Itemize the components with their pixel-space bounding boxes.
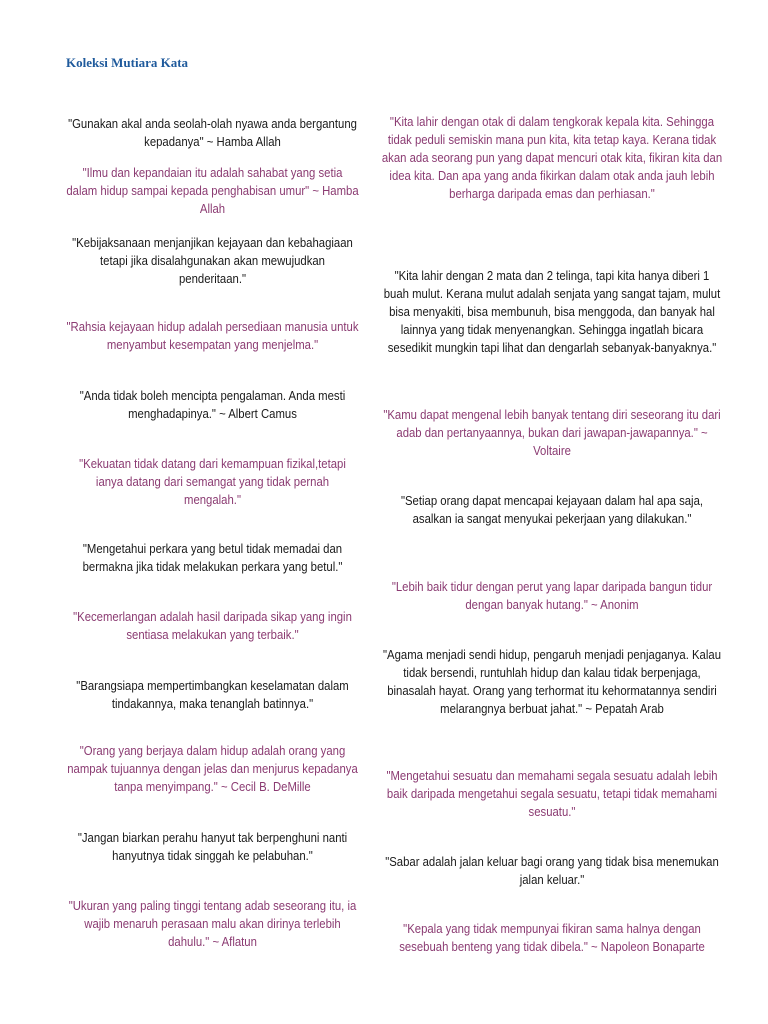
- quote-right-9: "Kepala yang tidak mempunyai fikiran sama halnya dengan sesebuah benteng yang tidak dibela." ~ Napoleon Bonaparte: [399, 922, 705, 954]
- page-title: Koleksi Mutiara Kata: [66, 55, 189, 70]
- quote-left-12: "Ukuran yang paling tinggi tentang adab seseorang itu, ia wajib menaruh perasaan malu akan dirinya terlebih dahulu." ~ Aflatun: [68, 899, 357, 949]
- quote-left-3: "Kebijaksanaan menjanjikan kejayaan dan kebahagiaan tetapi jika disalahgunakan akan mewujudkan penderitaan.": [72, 236, 353, 286]
- quote-left-4: "Rahsia kejayaan hidup adalah persediaan manusia untuk menyambut kesempatan yang menjelma.": [66, 320, 359, 352]
- quote-right-3: "Kamu dapat mengenal lebih banyak tentang diri seseorang itu dari adab dan pertanyaannya, bukan dari jawapan-jawapannya." ~ Voltaire: [383, 408, 721, 458]
- quote-left-2: "Ilmu dan kepandaian itu adalah sahabat yang setia dalam hidup sampai kepada penghabisan umur" ~ Hamba Allah: [66, 166, 359, 216]
- quote-left-9: "Barangsiapa mempertimbangkan keselamatan dalam tindakannya, maka tenanglah batinnya.": [76, 679, 349, 711]
- quote-left-5: "Anda tidak boleh mencipta pengalaman. Anda mesti menghadapinya." ~ Albert Camus: [79, 389, 346, 421]
- quote-left-11: "Jangan biarkan perahu hanyut tak berpenghuni nanti hanyutnya tidak singgah ke pelabuhan.": [77, 831, 348, 863]
- quote-left-6: "Kekuatan tidak datang dari kemampuan fizikal,tetapi ianya datang dari semangat yang tidak pernah mengalah.": [79, 457, 346, 507]
- quote-right-1: "Kita lahir dengan otak di dalam tengkorak kepala kita. Sehingga tidak peduli semiskin mana pun kita, kita tetap kaya. Kerana tidak akan ada seorang pun yang dapat mencuri otak kita, fikiran kita dan idea kita. Dan apa yang anda fikirkan dalam otak anda jauh lebih berharga daripada emas dan perhiasan.": [381, 115, 723, 201]
- quote-left-1: "Gunakan akal anda seolah-olah nyawa anda bergantung kepadanya" ~ Hamba Allah: [68, 117, 357, 149]
- quote-right-4: "Setiap orang dapat mencapai kejayaan dalam hal apa saja, asalkan ia sangat menyukai pekerjaan yang dilakukan.": [400, 494, 704, 526]
- quote-right-5: "Lebih baik tidur dengan perut yang lapar daripada bangun tidur dengan banyak hutang." ~ Anonim: [391, 580, 713, 612]
- quote-right-6: "Agama menjadi sendi hidup, pengaruh menjadi penjaganya. Kalau tidak bersendi, runtuhlah hidup dan kalau tidak berpenjaga, binasalah hayat. Orang yang terhormat itu kehormatannya sendiri melarangnya berbuat jahat." ~ Pepatah Arab: [382, 648, 722, 716]
- quote-right-7: "Mengetahui sesuatu dan memahami segala sesuatu adalah lebih baik daripada mengetahui segala sesuatu, tetapi tidak memahami sesuatu.": [386, 769, 718, 819]
- quote-right-8: "Sabar adalah jalan keluar bagi orang yang tidak bisa menemukan jalan keluar.": [385, 855, 719, 887]
- quote-left-7: "Mengetahui perkara yang betul tidak memadai dan bermakna jika tidak melakukan perkara yang betul.": [82, 542, 343, 574]
- quote-left-10: "Orang yang berjaya dalam hidup adalah orang yang nampak tujuannya dengan jelas dan menjurus kepadanya tanpa menyimpang." ~ Cecil B. DeMille: [67, 744, 358, 794]
- quote-left-8: "Kecemerlangan adalah hasil daripada sikap yang ingin sentiasa melakukan yang terbaik.": [73, 610, 352, 642]
- quote-right-2: "Kita lahir dengan 2 mata dan 2 telinga, tapi kita hanya diberi 1 buah mulut. Kerana mulut adalah senjata yang sangat tajam, mulut bisa menyakiti, bisa membunuh, bisa menggoda, dan banyak hal lainnya yang tidak menyenangkan. Sehingga ingatlah bicara sesedikit mungkin tapi lihat dan dengarlah sebanyak-banyaknya.": [383, 269, 721, 355]
